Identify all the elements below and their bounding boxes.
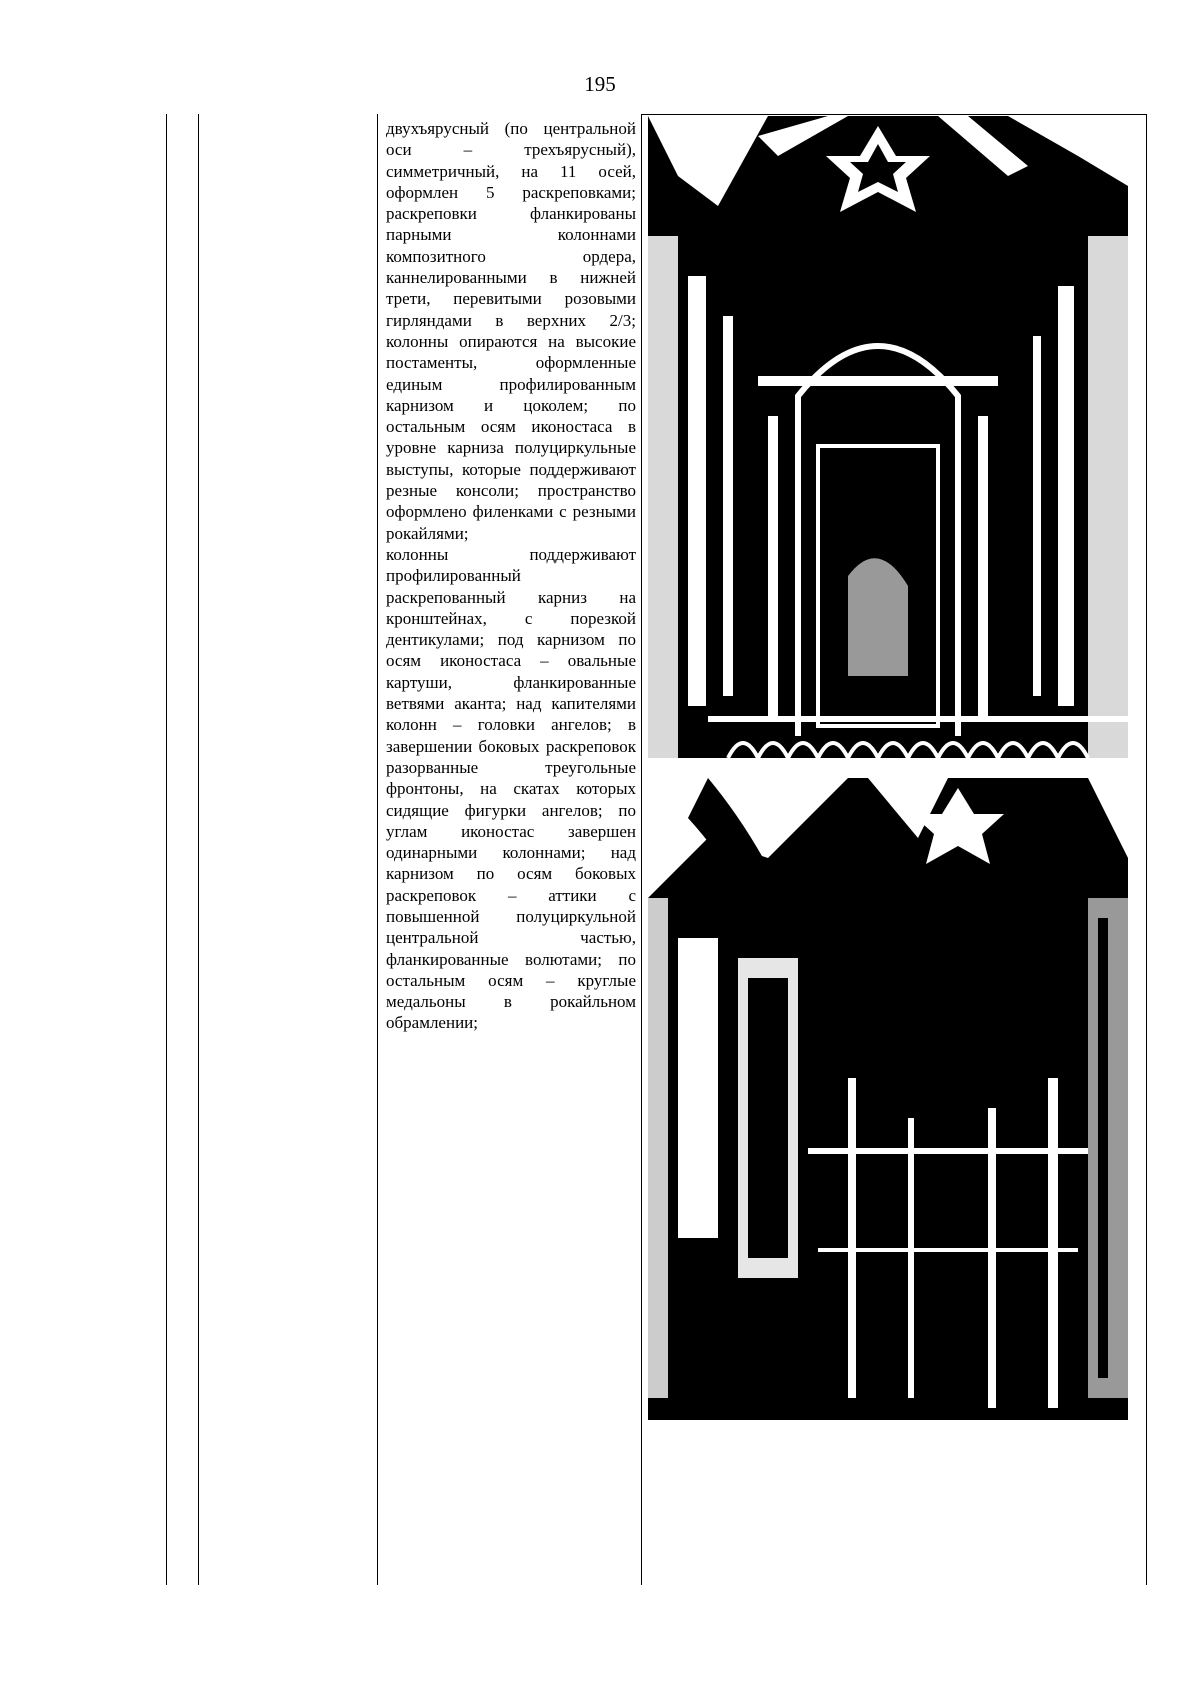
table-row-top-border [641,114,1147,115]
iconostasis-photo-top [648,116,1128,758]
description-text: двухъярусный (по центральной оси – трехъярусный), симметричный, на 11 осей, оформлен 5 раскреповками; раскреповки фланкированы парными колоннами композитного ордера, каннелированными в нижней трети, перевитыми розовыми гирляндами в верхних 2/3; колонны опираются на высокие постаменты, оформленные единым профилированным карнизом и цоколем; по остальным осям иконостаса в уровне карниза полуциркульные выступы, которые поддерживают резные консоли; пространство оформлено филенками с резными рокайлями; колонны поддерживают профилированный раскрепованный карниз на кронштейнах, с порезкой дентикулами; под карнизом по осям иконостаса – овальные картуши, фланкированные ветвями аканта; над капителями колонн – головки ангелов; в завершении боковых раскреповок разорванные треугольные фронтоны, на скатах которых сидящие фигурки ангелов; по углам иконостас завершен одинарными колоннами; над карнизом по осям боковых раскреповок – аттики с повышенной полуциркульной центральной частью, фланкированные волютами; по остальным осям – круглые медальоны в рокайльном обрамлении; [386,119,636,1033]
table-column-divider-1 [198,114,199,1585]
table-border-left [166,114,167,1585]
table-border-right [1146,114,1147,1585]
iconostasis-photo-bottom [648,778,1128,1420]
table-column-divider-3 [641,114,642,1585]
table-column-divider-2 [377,114,378,1585]
iconostasis-photo-icon [648,116,1128,758]
page-number: 195 [584,72,616,96]
iconostasis-photo-icon [648,778,1128,1420]
